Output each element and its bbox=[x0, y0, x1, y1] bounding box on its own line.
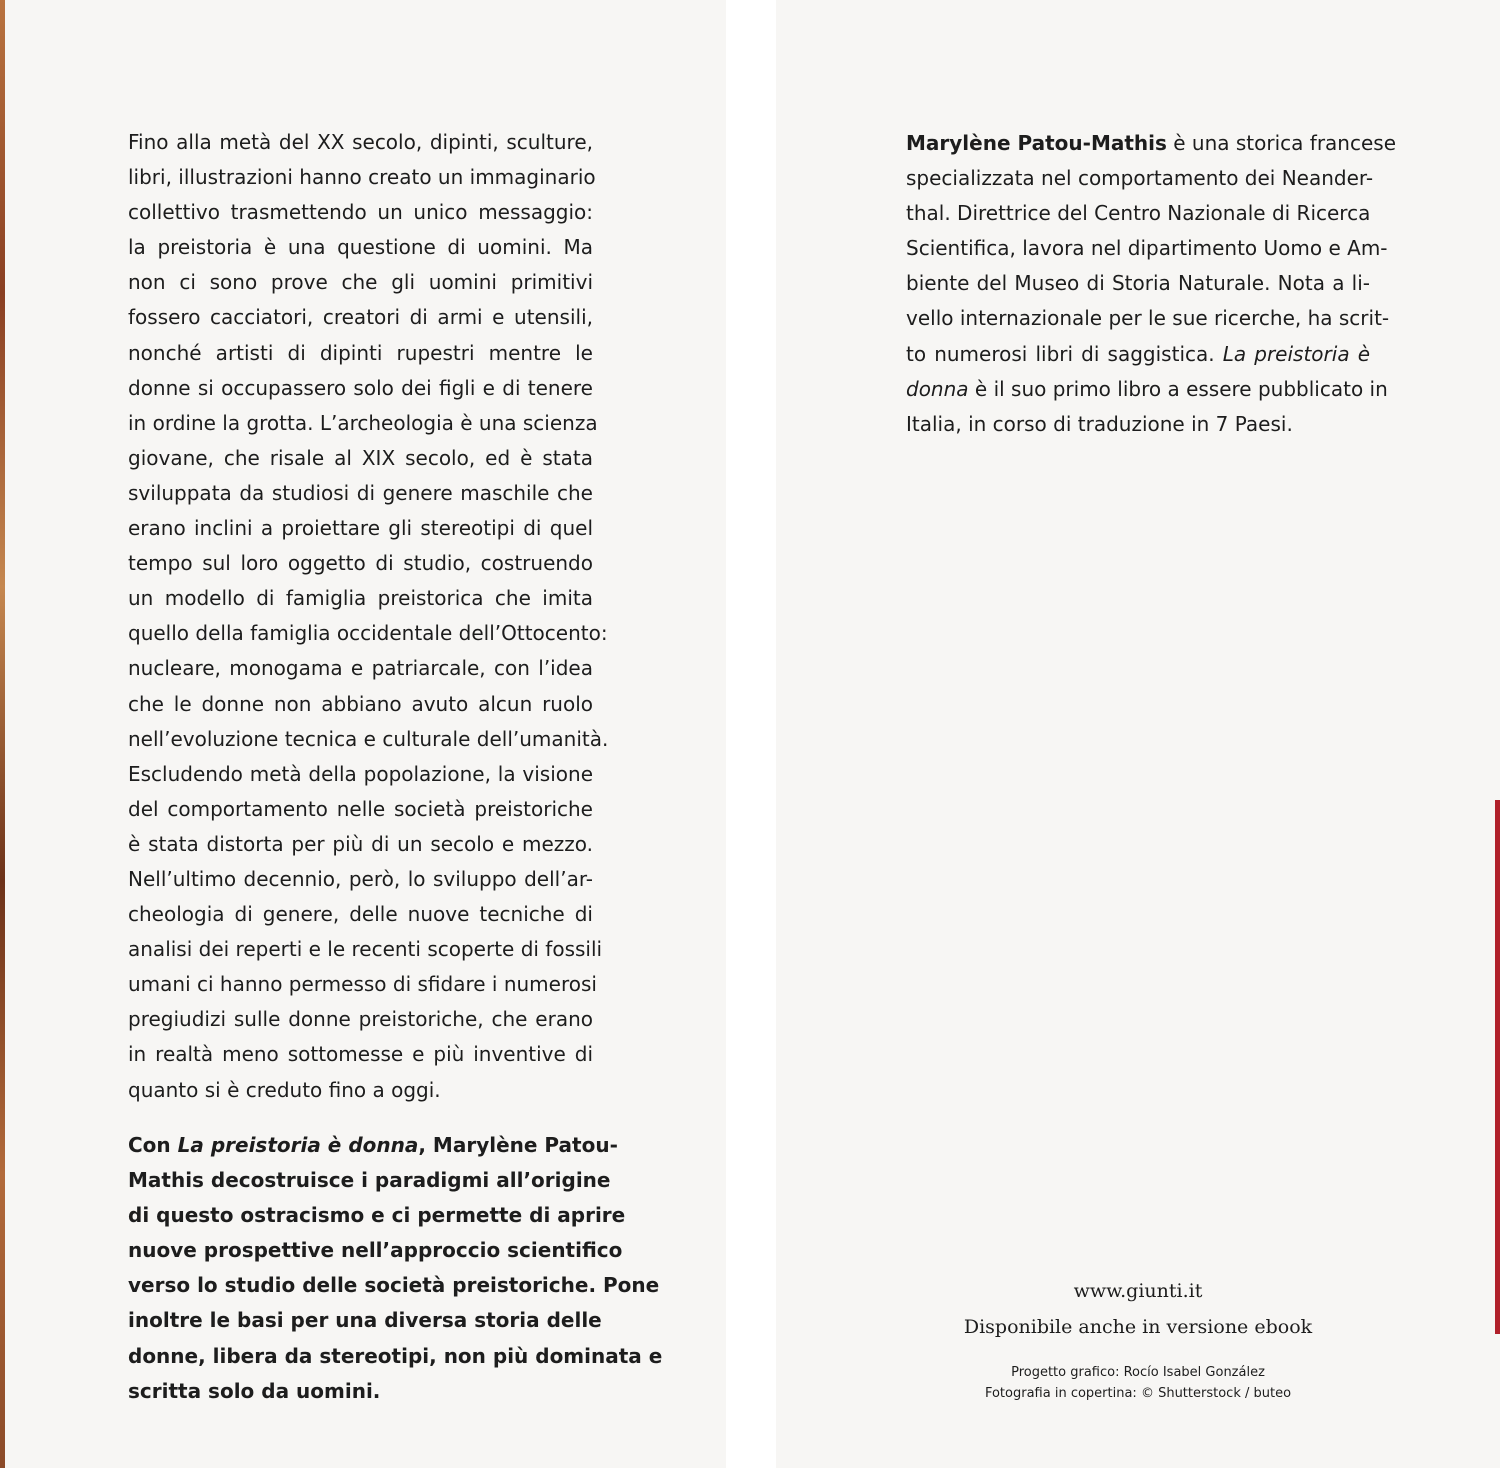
text-line bbox=[128, 1128, 618, 1163]
text-line: in realtà meno sottomesse e più inventive di bbox=[128, 1042, 593, 1067]
text-line: sviluppata da studiosi di genere maschile che bbox=[128, 480, 593, 505]
text-line bbox=[906, 372, 1388, 407]
red-accent-strip bbox=[1495, 800, 1500, 1334]
synopsis-highlight-paragraph bbox=[128, 1128, 663, 1409]
text-fragment: , Marylène Patou- bbox=[418, 1133, 618, 1157]
text-line: del comportamento nelle società preistoriche bbox=[128, 796, 593, 821]
text-line: verso lo studio delle società preistoriche. Pone bbox=[128, 1273, 660, 1298]
author-bio bbox=[906, 126, 1396, 442]
text-line: quello della famiglia occidentale dell’Ottocento: bbox=[128, 621, 608, 646]
text-line: cheologia di genere, delle nuove tecniche di bbox=[128, 902, 593, 927]
text-line: Scientifica, lavora nel dipartimento Uomo e Am- bbox=[906, 236, 1388, 261]
text-line: in ordine la grotta. L’archeologia è una scienza bbox=[128, 410, 598, 435]
text-line: biente del Museo di Storia Naturale. Nota a li- bbox=[906, 271, 1370, 296]
text-fragment: è una storica francese bbox=[1166, 131, 1396, 155]
design-credit: Progetto grafico: Rocío Isabel González bbox=[1011, 1365, 1265, 1380]
text-fragment: to numerosi libri di saggistica. bbox=[906, 341, 1223, 366]
text-line: Mathis decostruisce i paradigmi all’origine bbox=[128, 1168, 611, 1193]
photo-credit: Fotografia in copertina: © Shutterstock / buteo bbox=[984, 1386, 1292, 1401]
text-line: giovane, che risale al XIX secolo, ed è stata bbox=[128, 445, 593, 470]
text-line: umani ci hanno permesso di sfidare i numerosi bbox=[128, 972, 597, 997]
text-line: nuove prospettive nell’approccio scientifico bbox=[128, 1238, 623, 1263]
text-line bbox=[906, 126, 1396, 161]
text-line: quanto si è creduto fino a oggi. bbox=[128, 1077, 441, 1102]
text-line: vello internazionale per le sue ricerche, ha scrit- bbox=[906, 306, 1390, 331]
book-title: La preistoria è bbox=[1222, 341, 1371, 366]
text-line: di questo ostracismo e ci permette di aprire bbox=[128, 1203, 626, 1228]
text-line: donne si occupassero solo dei figli e di tenere bbox=[128, 375, 593, 400]
text-line: collettivo trasmettendo un unico messaggio: bbox=[128, 200, 593, 225]
synopsis-paragraph bbox=[128, 125, 609, 1108]
text-line: Fino alla metà del XX secolo, dipinti, sculture, bbox=[128, 130, 593, 154]
text-line bbox=[906, 337, 1370, 372]
text-line: Nell’ultimo decennio, però, lo sviluppo dell’ar- bbox=[128, 866, 593, 891]
text-line: scritta solo da uomini. bbox=[128, 1378, 381, 1403]
publisher-website-link[interactable]: www.giunti.it bbox=[1073, 1280, 1203, 1302]
author-name: Marylène Patou-Mathis bbox=[906, 131, 1167, 155]
text-line: nonché artisti di dipinti rupestri mentre le bbox=[128, 340, 593, 365]
text-line: Italia, in corso di traduzione in 7 Paesi. bbox=[906, 411, 1293, 436]
text-line: non ci sono prove che gli uomini primitivi bbox=[128, 270, 593, 295]
text-line: thal. Direttrice del Centro Nazionale di Ricerca bbox=[906, 201, 1371, 226]
text-line: la preistoria è una questione di uomini. Ma bbox=[128, 235, 593, 260]
text-line: libri, illustrazioni hanno creato un immaginario bbox=[128, 165, 596, 190]
text-line: tempo sul loro oggetto di studio, costruendo bbox=[128, 551, 593, 576]
text-line: pregiudizi sulle donne preistoriche, che erano bbox=[128, 1007, 593, 1032]
text-line: inoltre le basi per una diversa storia delle bbox=[128, 1308, 602, 1333]
book-title: La preistoria è donna bbox=[177, 1133, 419, 1157]
text-line: un modello di famiglia preistorica che imita bbox=[128, 586, 593, 611]
text-line: è stata distorta per più di un secolo e mezzo. bbox=[128, 831, 593, 856]
text-line: nell’evoluzione tecnica e culturale dell’umanità. bbox=[128, 726, 609, 751]
text-line: fossero cacciatori, creatori di armi e utensili, bbox=[128, 305, 593, 330]
text-line: erano inclini a proiettare gli stereotipi di quel bbox=[128, 516, 593, 541]
book-title: donna bbox=[906, 376, 969, 401]
text-line: Escludendo metà della popolazione, la visione bbox=[128, 761, 593, 786]
text-line: donne, libera da stereotipi, non più dominata e bbox=[128, 1343, 663, 1368]
text-fragment: Con bbox=[128, 1133, 178, 1157]
ebook-availability-note: Disponibile anche in versione ebook bbox=[963, 1316, 1313, 1338]
text-line: nucleare, monogama e patriarcale, con l’idea bbox=[128, 656, 593, 681]
text-line: analisi dei reperti e le recenti scoperte di fossili bbox=[128, 937, 603, 962]
text-fragment: è il suo primo libro a essere pubblicato in bbox=[968, 376, 1388, 401]
text-line: specializzata nel comportamento dei Neander- bbox=[906, 166, 1374, 191]
text-line: che le donne non abbiano avuto alcun ruolo bbox=[128, 691, 593, 716]
